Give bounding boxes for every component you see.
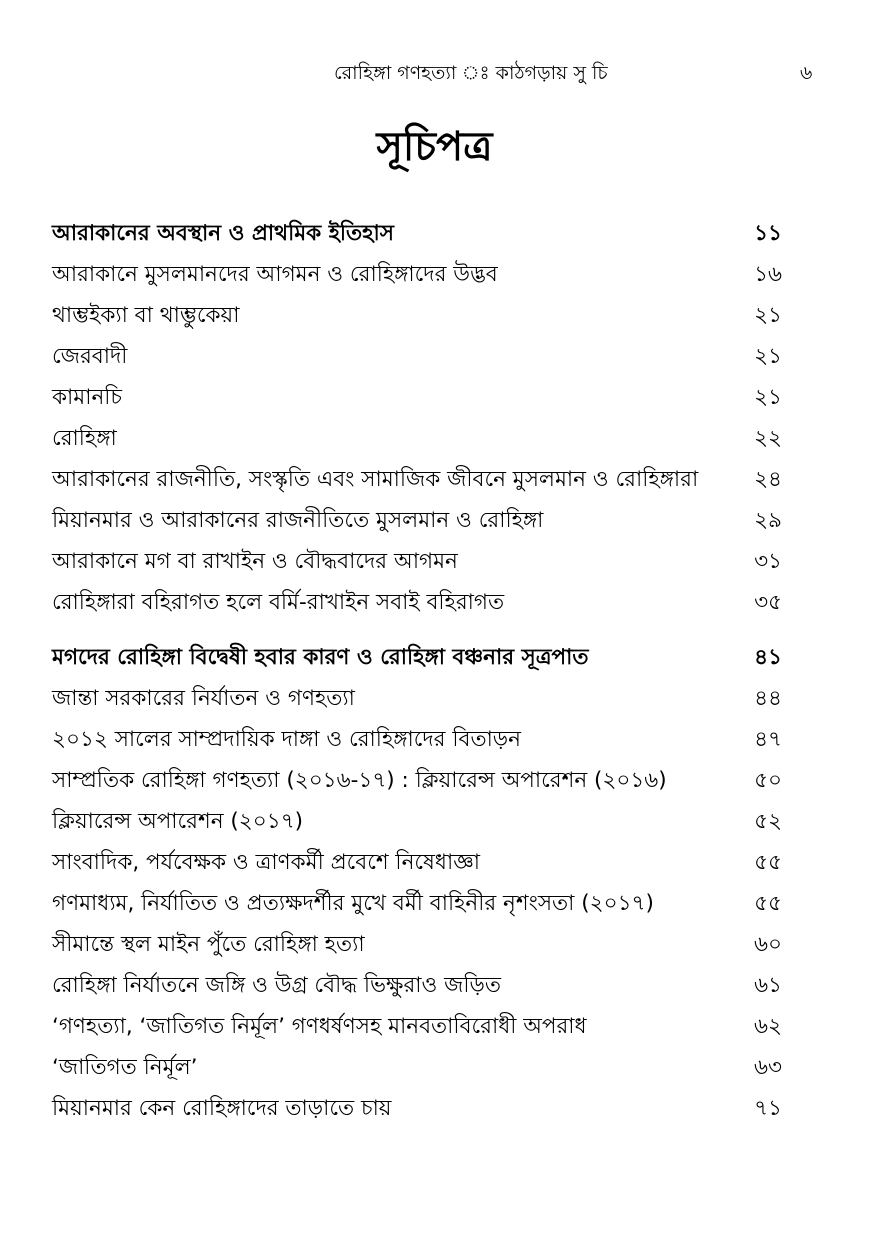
- toc-entry-title: ক্লিয়ারেন্স অপারেশন (২০১৭): [52, 809, 304, 834]
- toc-entry-page-number: ২৪: [754, 467, 782, 492]
- toc-entry-page-number: ৪৭: [754, 727, 782, 752]
- toc-entry-page-number: ৭১: [754, 1096, 782, 1121]
- toc-entry-title: মিয়ানমার ও আরাকানের রাজনীতিতে মুসলমান ও রোহিঙ্গা: [52, 508, 544, 533]
- toc-entry-page-number: ৪৪: [754, 686, 782, 711]
- toc-entry-page-number: ২১: [754, 385, 782, 410]
- toc-entry: [52, 377, 782, 418]
- toc-entry: [52, 459, 782, 500]
- toc-entry-page-number: ২১: [754, 344, 782, 369]
- toc-entry-title: কামানচি: [52, 385, 123, 410]
- toc-entry-title: জান্তা সরকারের নির্যাতন ও গণহত্যা: [52, 686, 355, 711]
- toc-entry-page-number: ৬৩: [754, 1055, 782, 1080]
- toc-entry: [52, 801, 782, 842]
- toc-entry: [52, 719, 782, 760]
- toc-entry-title: আরাকানে মগ বা রাখাইন ও বৌদ্ধবাদের আগমন: [52, 549, 458, 574]
- toc-entry-page-number: ৬০: [754, 932, 782, 957]
- toc-entry-title: রোহিঙ্গা নির্যাতনে জঙ্গি ও উগ্র বৌদ্ধ ভিক্ষুরাও জড়িত: [52, 973, 502, 998]
- page-title: সূচিপত্র: [376, 124, 493, 170]
- toc-entry-title: থাম্ভইক্যা বা থাম্ভুকেয়া: [52, 303, 240, 328]
- toc-entry-page-number: ৪১: [754, 645, 782, 670]
- toc-entry-title: রোহিঙ্গারা বহিরাগত হলে বর্মি-রাখাইন সবাই বহিরাগত: [52, 590, 505, 615]
- toc-entry-page-number: ৫২: [754, 809, 782, 834]
- toc-entry-page-number: ৬২: [754, 1014, 782, 1039]
- toc-entry-page-number: ৩৫: [754, 590, 782, 615]
- toc-entry-title: সীমান্তে স্থল মাইন পুঁতে রোহিঙ্গা হত্যা: [52, 932, 365, 957]
- toc-entry-title: মিয়ানমার কেন রোহিঙ্গাদের তাড়াতে চায়: [52, 1096, 392, 1121]
- toc-entry: [52, 500, 782, 541]
- toc-entry: [52, 1088, 782, 1129]
- toc-entry: [52, 883, 782, 924]
- table-of-contents: [52, 213, 782, 1129]
- toc-entry: [52, 842, 782, 883]
- toc-entry-title: সাম্প্রতিক রোহিঙ্গা গণহত্যা (২০১৬-১৭) : ক্লিয়ারেন্স অপারেশন (২০১৬): [52, 768, 667, 793]
- toc-entry-page-number: ৫৫: [754, 850, 782, 875]
- toc-entry-page-number: ১৬: [754, 262, 782, 287]
- toc-entry: [52, 965, 782, 1006]
- toc-entry: [52, 924, 782, 965]
- toc-entry: [52, 418, 782, 459]
- toc-entry: [52, 541, 782, 582]
- toc-entry-page-number: ৫০: [754, 768, 782, 793]
- toc-entry: [52, 678, 782, 719]
- toc-entry-page-number: ২২: [754, 426, 782, 451]
- toc-entry-title: ‘গণহত্যা, ‘জাতিগত নির্মূল’ গণধর্ষণসহ মানবতাবিরোধী অপরাধ: [52, 1014, 587, 1039]
- toc-entry-page-number: ৬১: [754, 973, 782, 998]
- toc-entry: [52, 295, 782, 336]
- toc-entry-page-number: ১১: [754, 221, 782, 246]
- running-title: রোহিঙ্গা গণহত্যা ঃ কাঠগড়ায় সু চি: [334, 62, 608, 84]
- page-number: ৬: [800, 62, 813, 84]
- toc-entry-page-number: ৫৫: [754, 891, 782, 916]
- toc-entry: [52, 582, 782, 623]
- toc-entry-title: জেরবাদী: [52, 344, 128, 369]
- toc-entry-title: গণমাধ্যম, নির্যাতিত ও প্রত্যক্ষদর্শীর মুখে বর্মী বাহিনীর নৃশংসতা (২০১৭): [52, 891, 654, 916]
- toc-section-entry: [52, 213, 782, 254]
- toc-entry-title: সাংবাদিক, পর্যবেক্ষক ও ত্রাণকর্মী প্রবেশে নিষেধাজ্ঞা: [52, 850, 481, 875]
- toc-entry-title: মগদের রোহিঙ্গা বিদ্বেষী হবার কারণ ও রোহিঙ্গা বঞ্চনার সূত্রপাত: [52, 645, 589, 670]
- toc-entry: [52, 760, 782, 801]
- toc-entry-title: আরাকানে মুসলমানদের আগমন ও রোহিঙ্গাদের উদ্ভব: [52, 262, 498, 287]
- toc-entry: [52, 336, 782, 377]
- toc-entry-title: আরাকানের রাজনীতি, সংস্কৃতি এবং সামাজিক জীবনে মুসলমান ও রোহিঙ্গারা: [52, 467, 699, 492]
- running-header: [0, 56, 869, 90]
- toc-entry-page-number: ২৯: [754, 508, 782, 533]
- toc-entry-title: রোহিঙ্গা: [52, 426, 117, 451]
- toc-entry-title: ২০১২ সালের সাম্প্রদায়িক দাঙ্গা ও রোহিঙ্গাদের বিতাড়ন: [52, 727, 521, 752]
- toc-entry-title: ‘জাতিগত নির্মূল’: [52, 1055, 198, 1080]
- toc-entry: [52, 1047, 782, 1088]
- toc-section-entry: [52, 637, 782, 678]
- toc-entry-page-number: ৩১: [754, 549, 782, 574]
- toc-entry: [52, 1006, 782, 1047]
- toc-entry: [52, 254, 782, 295]
- toc-entry-title: আরাকানের অবস্থান ও প্রাথমিক ইতিহাস: [52, 221, 394, 246]
- toc-entry-page-number: ২১: [754, 303, 782, 328]
